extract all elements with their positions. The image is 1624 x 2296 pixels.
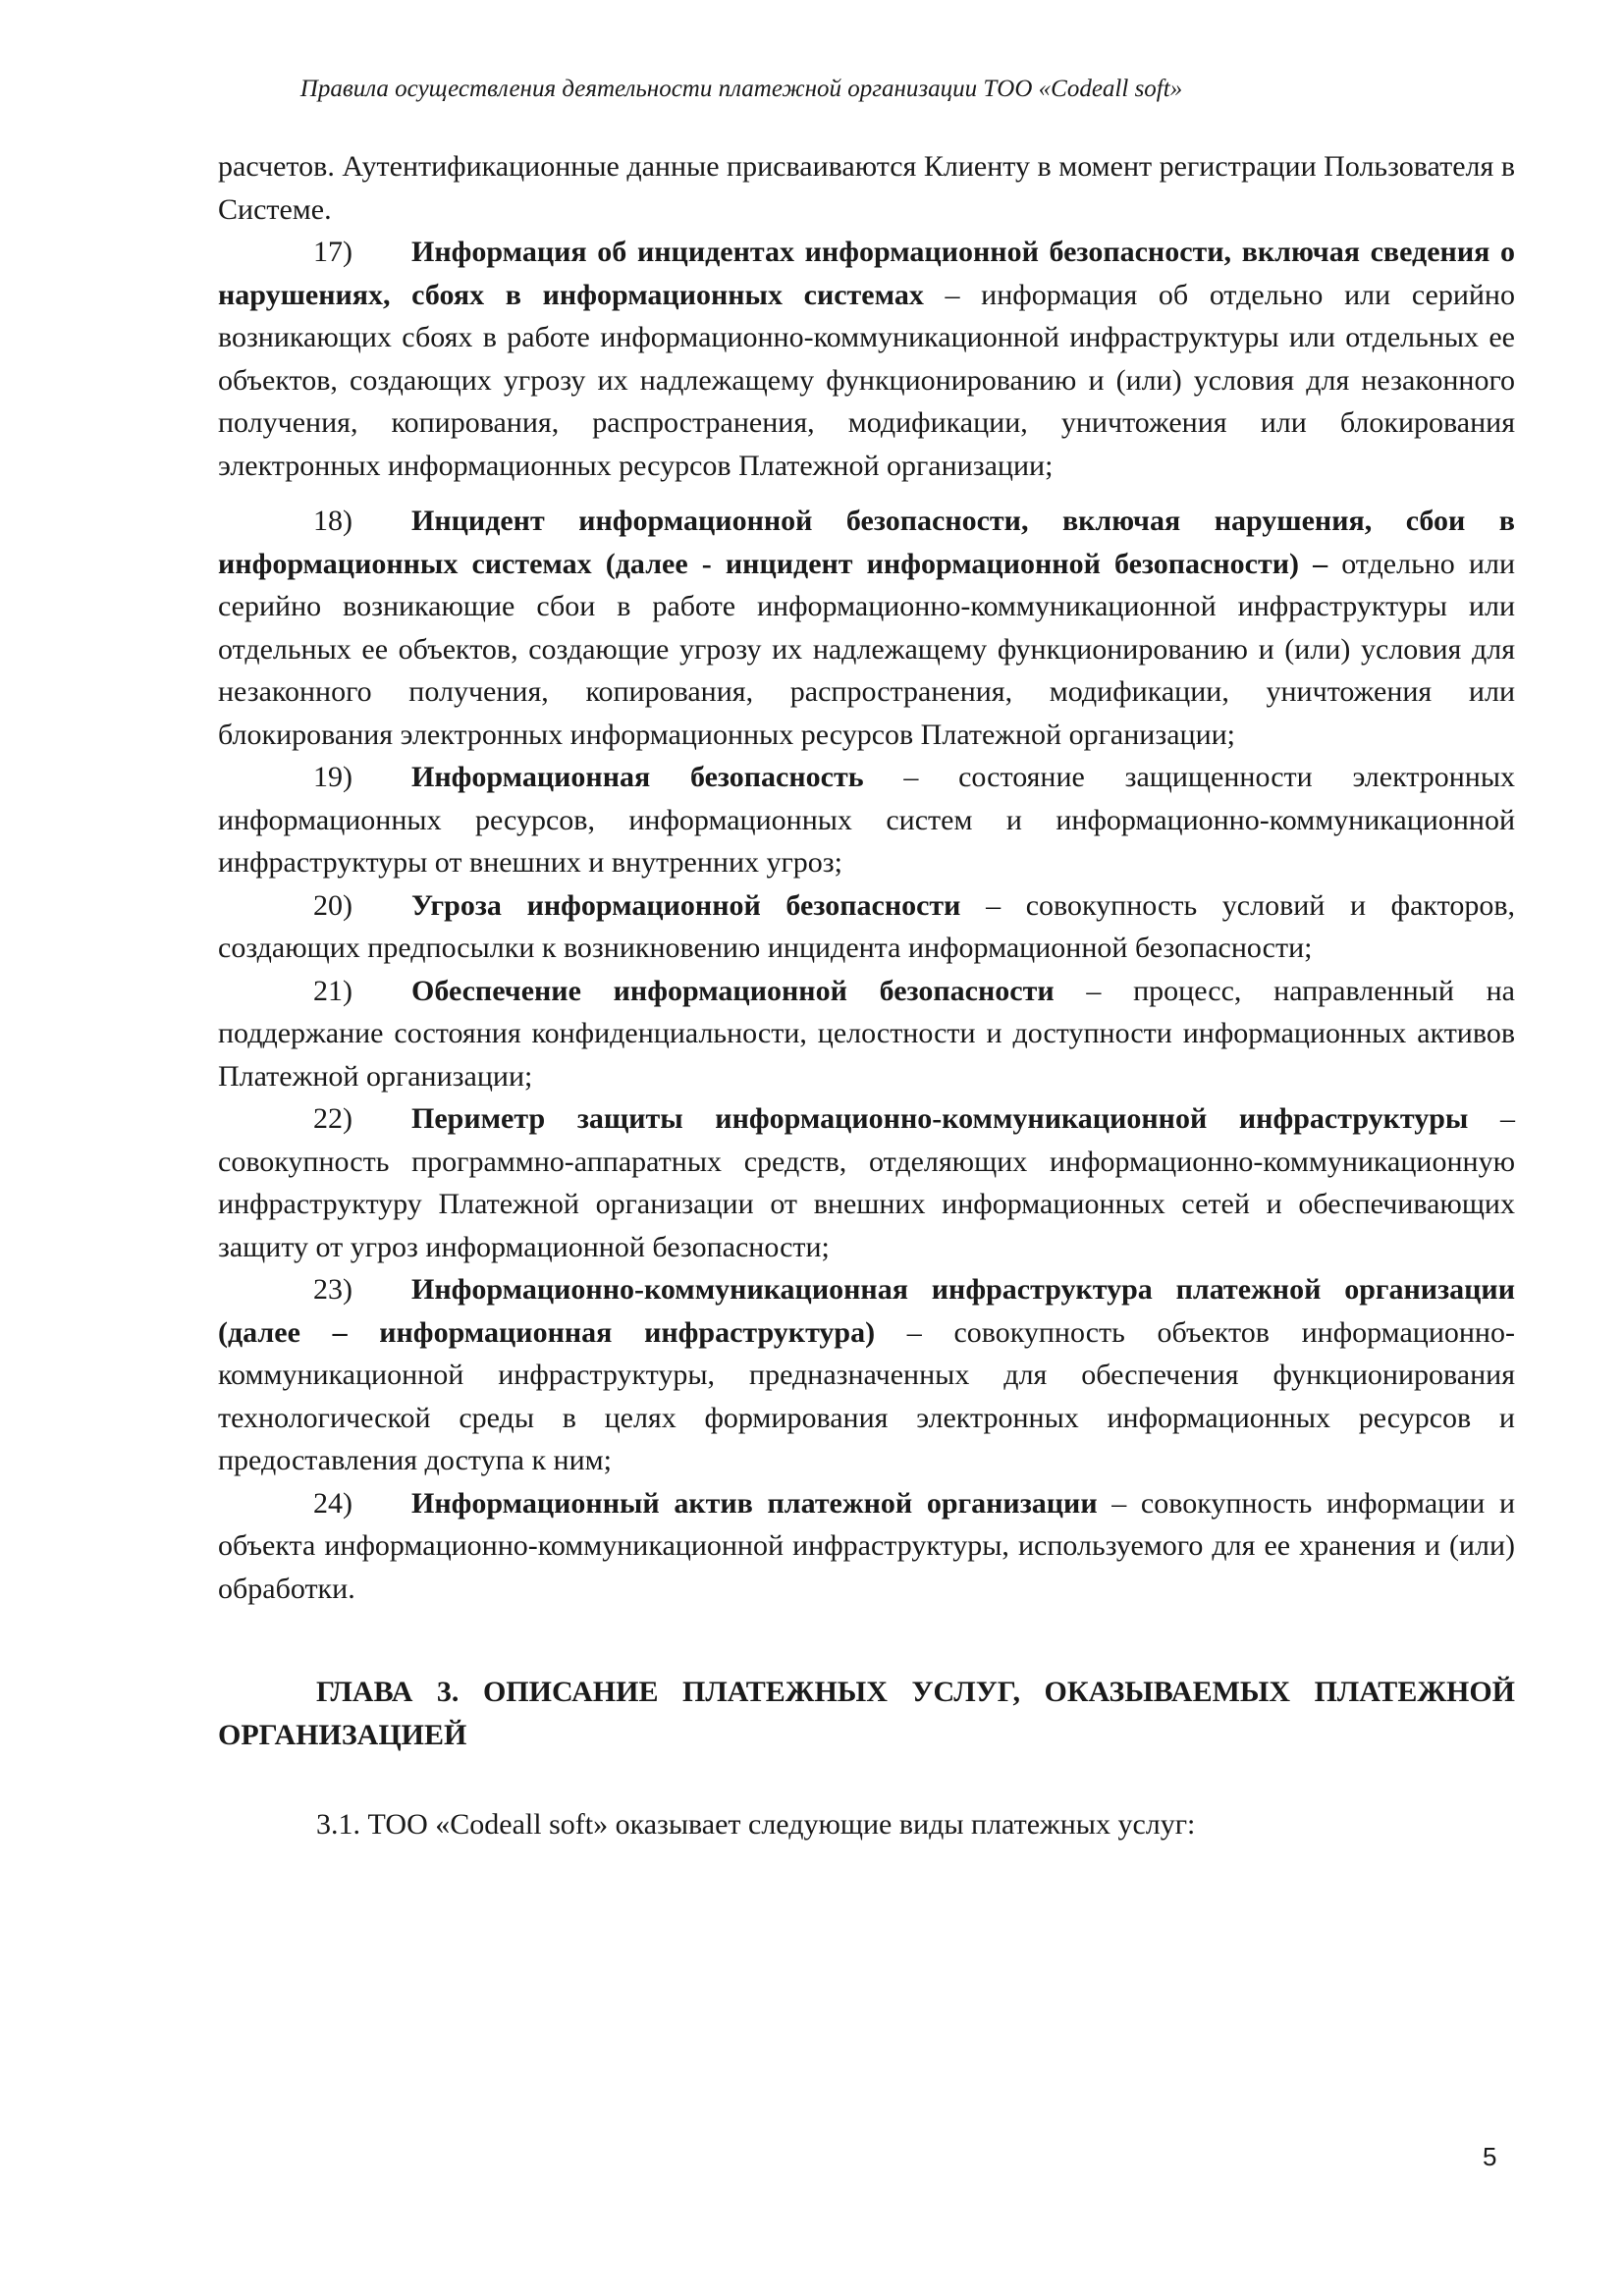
item-number: 18): [313, 505, 352, 537]
definition-item-17: [218, 231, 1515, 487]
item-definition: – информация об отдельно или серийно возникающих сбоях в работе информационно-коммуникационной инфраструктуры или отдельных ее объектов, создающих угрозу их надлежащему функционированию и (или) условия для незаконного получения, копирования, распространения, модификации, уничтожения или блокирования электронных информационных ресурсов Платежной организации;: [218, 278, 1515, 482]
definition-item-19: [218, 756, 1515, 884]
item-term: Информация об инцидентах информационной безопасности, включая сведения о нарушениях, сбоях в информационных системах: [218, 236, 1515, 311]
item-number: 23): [313, 1273, 352, 1306]
running-header: [0, 75, 1483, 104]
item-term: Обеспечение информационной безопасности: [411, 974, 1055, 1007]
item-definition: – состояние защищенности электронных информационных ресурсов, информационных систем и информационно-коммуникационной инфраструктуры от внешних и внутренних угроз;: [218, 761, 1515, 879]
item-number: 22): [313, 1102, 352, 1135]
item-number: 24): [313, 1486, 352, 1520]
item-term: Информационно-коммуникационная инфраструктура платежной организации (далее – информационная инфраструктура): [218, 1273, 1515, 1349]
item-definition: отдельно или серийно возникающие сбои в работе информационно-коммуникационной инфраструктуры или отдельных ее объектов, создающие угрозу их надлежащему функционированию и (или) условия для незаконного получения, копирования, распространения, модификации, уничтожения или блокирования электронных информационных ресурсов Платежной организации;: [218, 547, 1516, 751]
item-definition: – совокупность условий и факторов, создающих предпосылки к возникновению инцидента информационной безопасности;: [218, 888, 1515, 964]
document-body: [218, 145, 1515, 1846]
definition-item-18: [218, 500, 1515, 756]
item-term: Информационный актив платежной организации: [411, 1486, 1098, 1520]
item-term: Инцидент информационной безопасности, включая нарушения, сбои в информационных системах (далее - инцидент информационной безопасности) –: [218, 505, 1515, 580]
page-number: 5: [1483, 2142, 1497, 2171]
definition-item-23: [218, 1268, 1515, 1482]
definition-item-24: [218, 1482, 1515, 1611]
item-definition: – совокупность объектов информационно-коммуникационной инфраструктуры, предназначенных для обеспечения функционирования технологической среды в целях формирования электронных информационных ресурсов и предоставления доступа к ним;: [218, 1315, 1515, 1476]
clause-3-1: 3.1. ТОО «Codeall soft» оказывает следующие виды платежных услуг:: [316, 1808, 1196, 1841]
item-definition: – совокупность программно-аппаратных средств, отделяющих информационно-коммуникационную инфраструктуру Платежной организации от внешних информационных сетей и обеспечивающих защиту от угроз информационной безопасности;: [218, 1102, 1515, 1263]
item-term: Информационная безопасность: [411, 761, 864, 793]
item-definition: – процесс, направленный на поддержание состояния конфиденциальности, целостности и доступности информационных активов Платежной организации;: [218, 974, 1515, 1093]
item-number: 20): [313, 888, 352, 922]
header-title: Правила осуществления деятельности платежной организации ТОО «Codeall soft»: [299, 76, 1183, 102]
item-number: 21): [313, 974, 352, 1007]
intro-paragraph: расчетов. Аутентификационные данные присваиваются Клиенту в момент регистрации Пользователя в Системе.: [218, 150, 1515, 226]
item-number: 17): [313, 236, 352, 268]
item-number: 19): [313, 761, 352, 793]
definition-item-20: [218, 884, 1515, 970]
item-definition: – совокупность информации и объекта информационно-коммуникационной инфраструктуры, используемого для ее хранения и (или) обработки.: [218, 1486, 1516, 1605]
item-term: Угроза информационной безопасности: [411, 888, 961, 922]
chapter-heading: ГЛАВА 3. ОПИСАНИЕ ПЛАТЕЖНЫХ УСЛУГ, ОКАЗЫВАЕМЫХ ПЛАТЕЖНОЙ ОРГАНИЗАЦИЕЙ: [218, 1676, 1515, 1751]
definition-item-22: [218, 1097, 1515, 1268]
item-term: Периметр защиты информационно-коммуникационной инфраструктуры: [411, 1102, 1469, 1135]
definition-item-21: [218, 970, 1515, 1098]
